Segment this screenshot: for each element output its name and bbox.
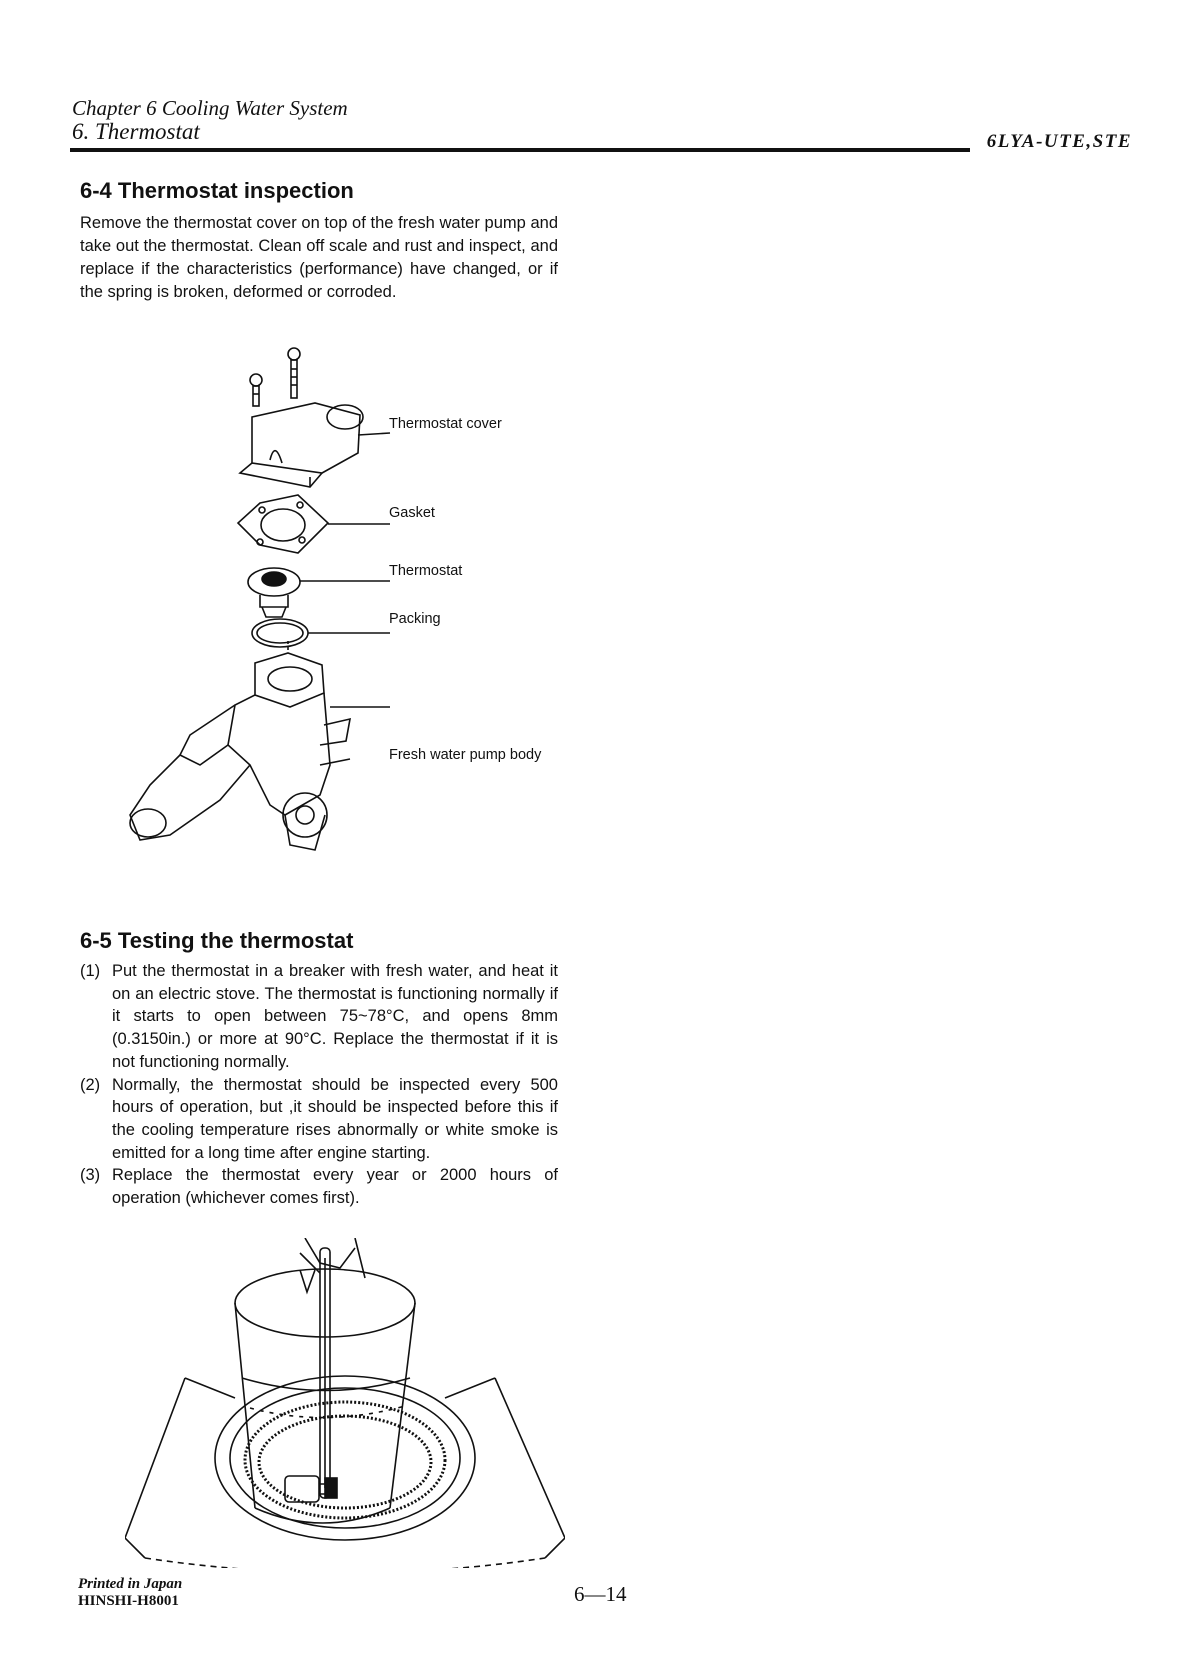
label-thermostat: Thermostat [389, 563, 463, 579]
burner-coil-drawing [215, 1376, 475, 1540]
list-item [80, 1074, 558, 1165]
thermostat-drawing [248, 568, 390, 617]
label-fresh-water-pump-body: Fresh water pump body [389, 747, 542, 763]
testing-heading: 6-5 Testing the thermostat [80, 928, 354, 953]
bolt-long-icon [288, 348, 300, 398]
thermostat-cover-drawing [240, 403, 390, 487]
submerged-thermostat-drawing [285, 1476, 337, 1502]
packing-drawing [252, 619, 390, 647]
header-rule [70, 148, 970, 152]
gasket-drawing [238, 495, 390, 553]
step-text: Normally, the thermostat should be inspected every 500 hours of operation, but ,it should be inspected before this if the cooling temperature rises abnormally or white smoke is emitted for a long time after engine starting. [112, 1075, 558, 1162]
step-text: Put the thermostat in a breaker with fresh water, and heat it on an electric stove. The thermostat is functioning normally if it starts to open between 75~78°C, and opens 8mm (0.3150in.) or more at 90°C. Replace the thermostat if it is not functioning normally. [112, 962, 558, 1071]
hand-drawing [300, 1238, 365, 1278]
step-number: (2) [80, 1075, 101, 1094]
stove-top-drawing [125, 1378, 565, 1558]
step-number: (3) [80, 1166, 101, 1185]
footer-print-info [78, 1576, 182, 1610]
step-number: (1) [80, 962, 101, 980]
document-code: HINSHI-H8001 [78, 1593, 179, 1609]
label-thermostat-cover: Thermostat cover [389, 416, 502, 432]
label-packing: Packing [389, 611, 441, 627]
list-item [80, 1164, 558, 1209]
printed-in-japan: Printed in Japan [78, 1576, 183, 1592]
inspection-body: Remove the thermostat cover on top of the fresh water pump and take out the thermostat. Clean off scale and rust and inspect, and replace if the characteristics (performance) have changed, or if the spring is broken, deformed or corroded. [80, 214, 558, 301]
inspection-heading: 6-4 Thermostat inspection [80, 178, 354, 203]
thermometer-drawing [320, 1248, 330, 1498]
beaker-on-stove-figure [125, 1238, 565, 1568]
page-number: 6—14 [574, 1582, 627, 1606]
section-title: 6. Thermostat [72, 119, 200, 144]
step-text: Replace the thermostat every year or 2000 hours of operation (whichever comes first). [112, 1166, 558, 1208]
model-code: 6LYA-UTE,STE [986, 131, 1132, 152]
testing-steps [80, 960, 558, 1210]
list-item [80, 960, 558, 1074]
bolt-short-icon [250, 374, 262, 406]
fresh-water-pump-body-drawing [130, 641, 390, 850]
exploded-thermostat-figure [110, 345, 400, 905]
label-gasket: Gasket [389, 505, 435, 521]
chapter-title: Chapter 6 Cooling Water System [72, 96, 348, 120]
